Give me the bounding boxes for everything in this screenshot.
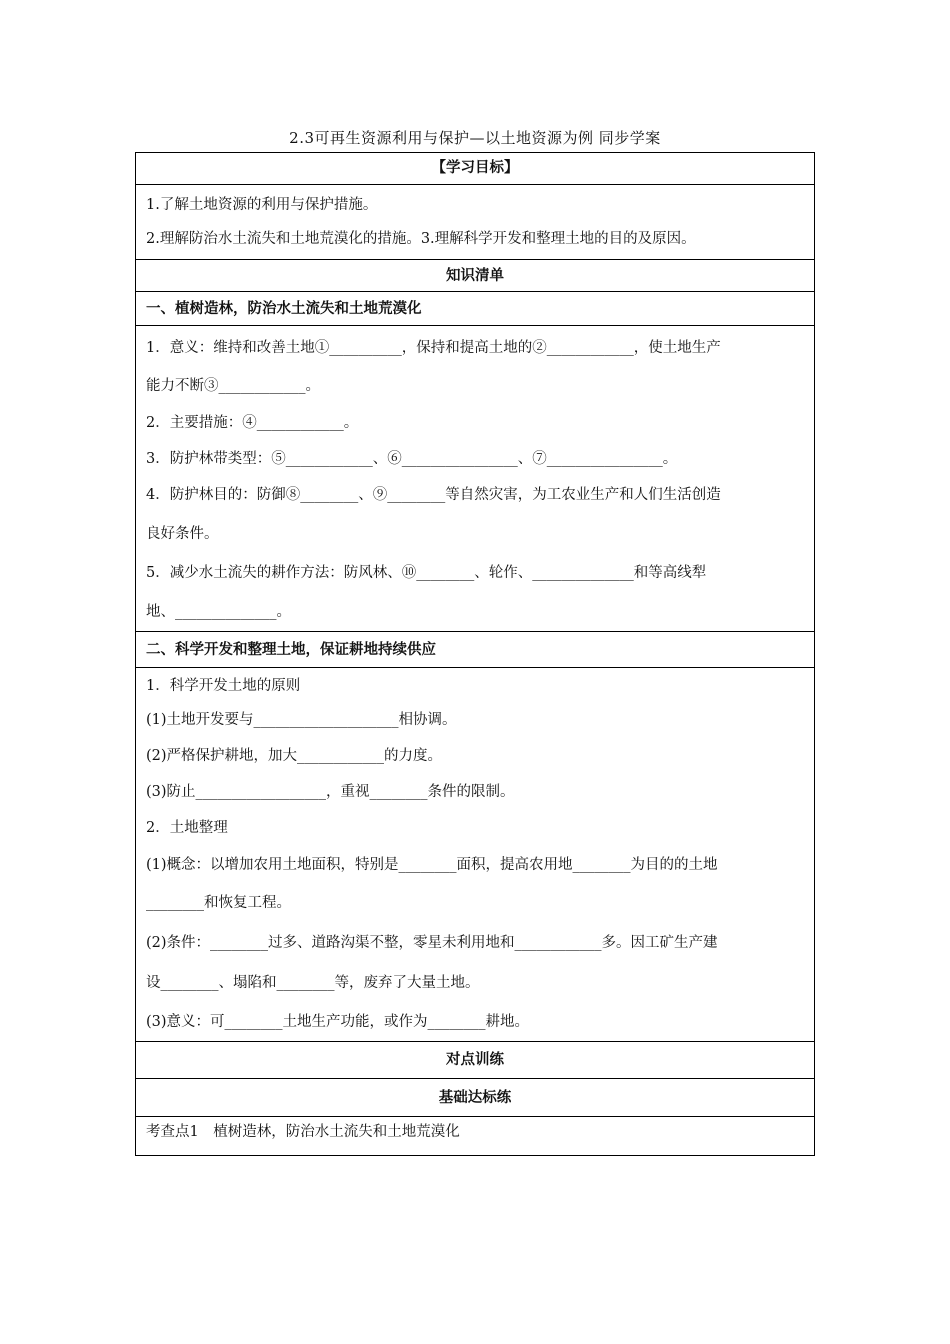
objectives-heading: 【学习目标】 <box>431 160 519 176</box>
section1-line: 良好条件。 <box>146 526 219 542</box>
section1-line: 1．意义：维持和改善土地①__________，保持和提高土地的②____________，使土地生产 <box>146 340 721 356</box>
page-title: 2.3可再生资源利用与保护—以土地资源为例 同步学案 <box>289 129 661 147</box>
section1-body <box>136 325 814 631</box>
section1-line: 2．主要措施：④____________。 <box>146 415 359 431</box>
section2-line: 1．科学开发土地的原则 <box>146 678 301 694</box>
section1-line: 能力不断③____________。 <box>146 378 320 394</box>
section1-title: 一、植树造林，防治水土流失和土地荒漠化 <box>136 291 814 325</box>
section2-title: 二、科学开发和整理土地，保证耕地持续供应 <box>136 631 814 667</box>
section2-line: (2)条件：________过多、道路沟渠不整，零星未利用地和____________多。因工矿生产建 <box>146 935 718 951</box>
section1-line: 4．防护林目的：防御⑧________、⑨________等自然灾害，为工农业生产和人们生活创造 <box>146 487 721 503</box>
basic-heading: 基础达标练 <box>136 1078 814 1116</box>
objective-line: 1.了解土地资源的利用与保护措施。 <box>146 197 378 213</box>
section2-line: 设________、塌陷和________等，废弃了大量土地。 <box>146 975 480 991</box>
checklist-heading: 知识清单 <box>136 259 814 291</box>
section2-line: (3)意义：可________土地生产功能，或作为________耕地。 <box>146 1014 530 1030</box>
training-heading: 对点训练 <box>136 1041 814 1078</box>
objective-line: 2.理解防治水土流失和土地荒漠化的措施。3.理解科学开发和整理土地的目的及原因。 <box>146 231 696 247</box>
section2-line: (2)严格保护耕地，加大____________的力度。 <box>146 748 443 764</box>
checkpoint-row <box>136 1116 814 1155</box>
section1-line: 3．防护林带类型：⑤____________、⑥________________、⑦________________。 <box>146 451 678 467</box>
section2-line: 2．土地整理 <box>146 820 228 836</box>
section1-line: 地、______________。 <box>146 604 291 620</box>
section2-line: ________和恢复工程。 <box>146 895 291 911</box>
worksheet-table <box>135 152 815 1156</box>
section2-line: (3)防止__________________，重视________条件的限制。 <box>146 784 515 800</box>
section2-line: (1)概念：以增加农用土地面积，特别是________面积，提高农用地________为目的的土地 <box>146 857 718 873</box>
section1-line: 5．减少水土流失的耕作方法：防风林、⑩________、轮作、______________和等高线犁 <box>146 565 707 581</box>
section2-body <box>136 667 814 1041</box>
objectives-body <box>136 184 814 259</box>
checkpoint-text: 考查点1 植树造林，防治水土流失和土地荒漠化 <box>146 1124 460 1140</box>
section2-line: (1)土地开发要与____________________相协调。 <box>146 712 457 728</box>
